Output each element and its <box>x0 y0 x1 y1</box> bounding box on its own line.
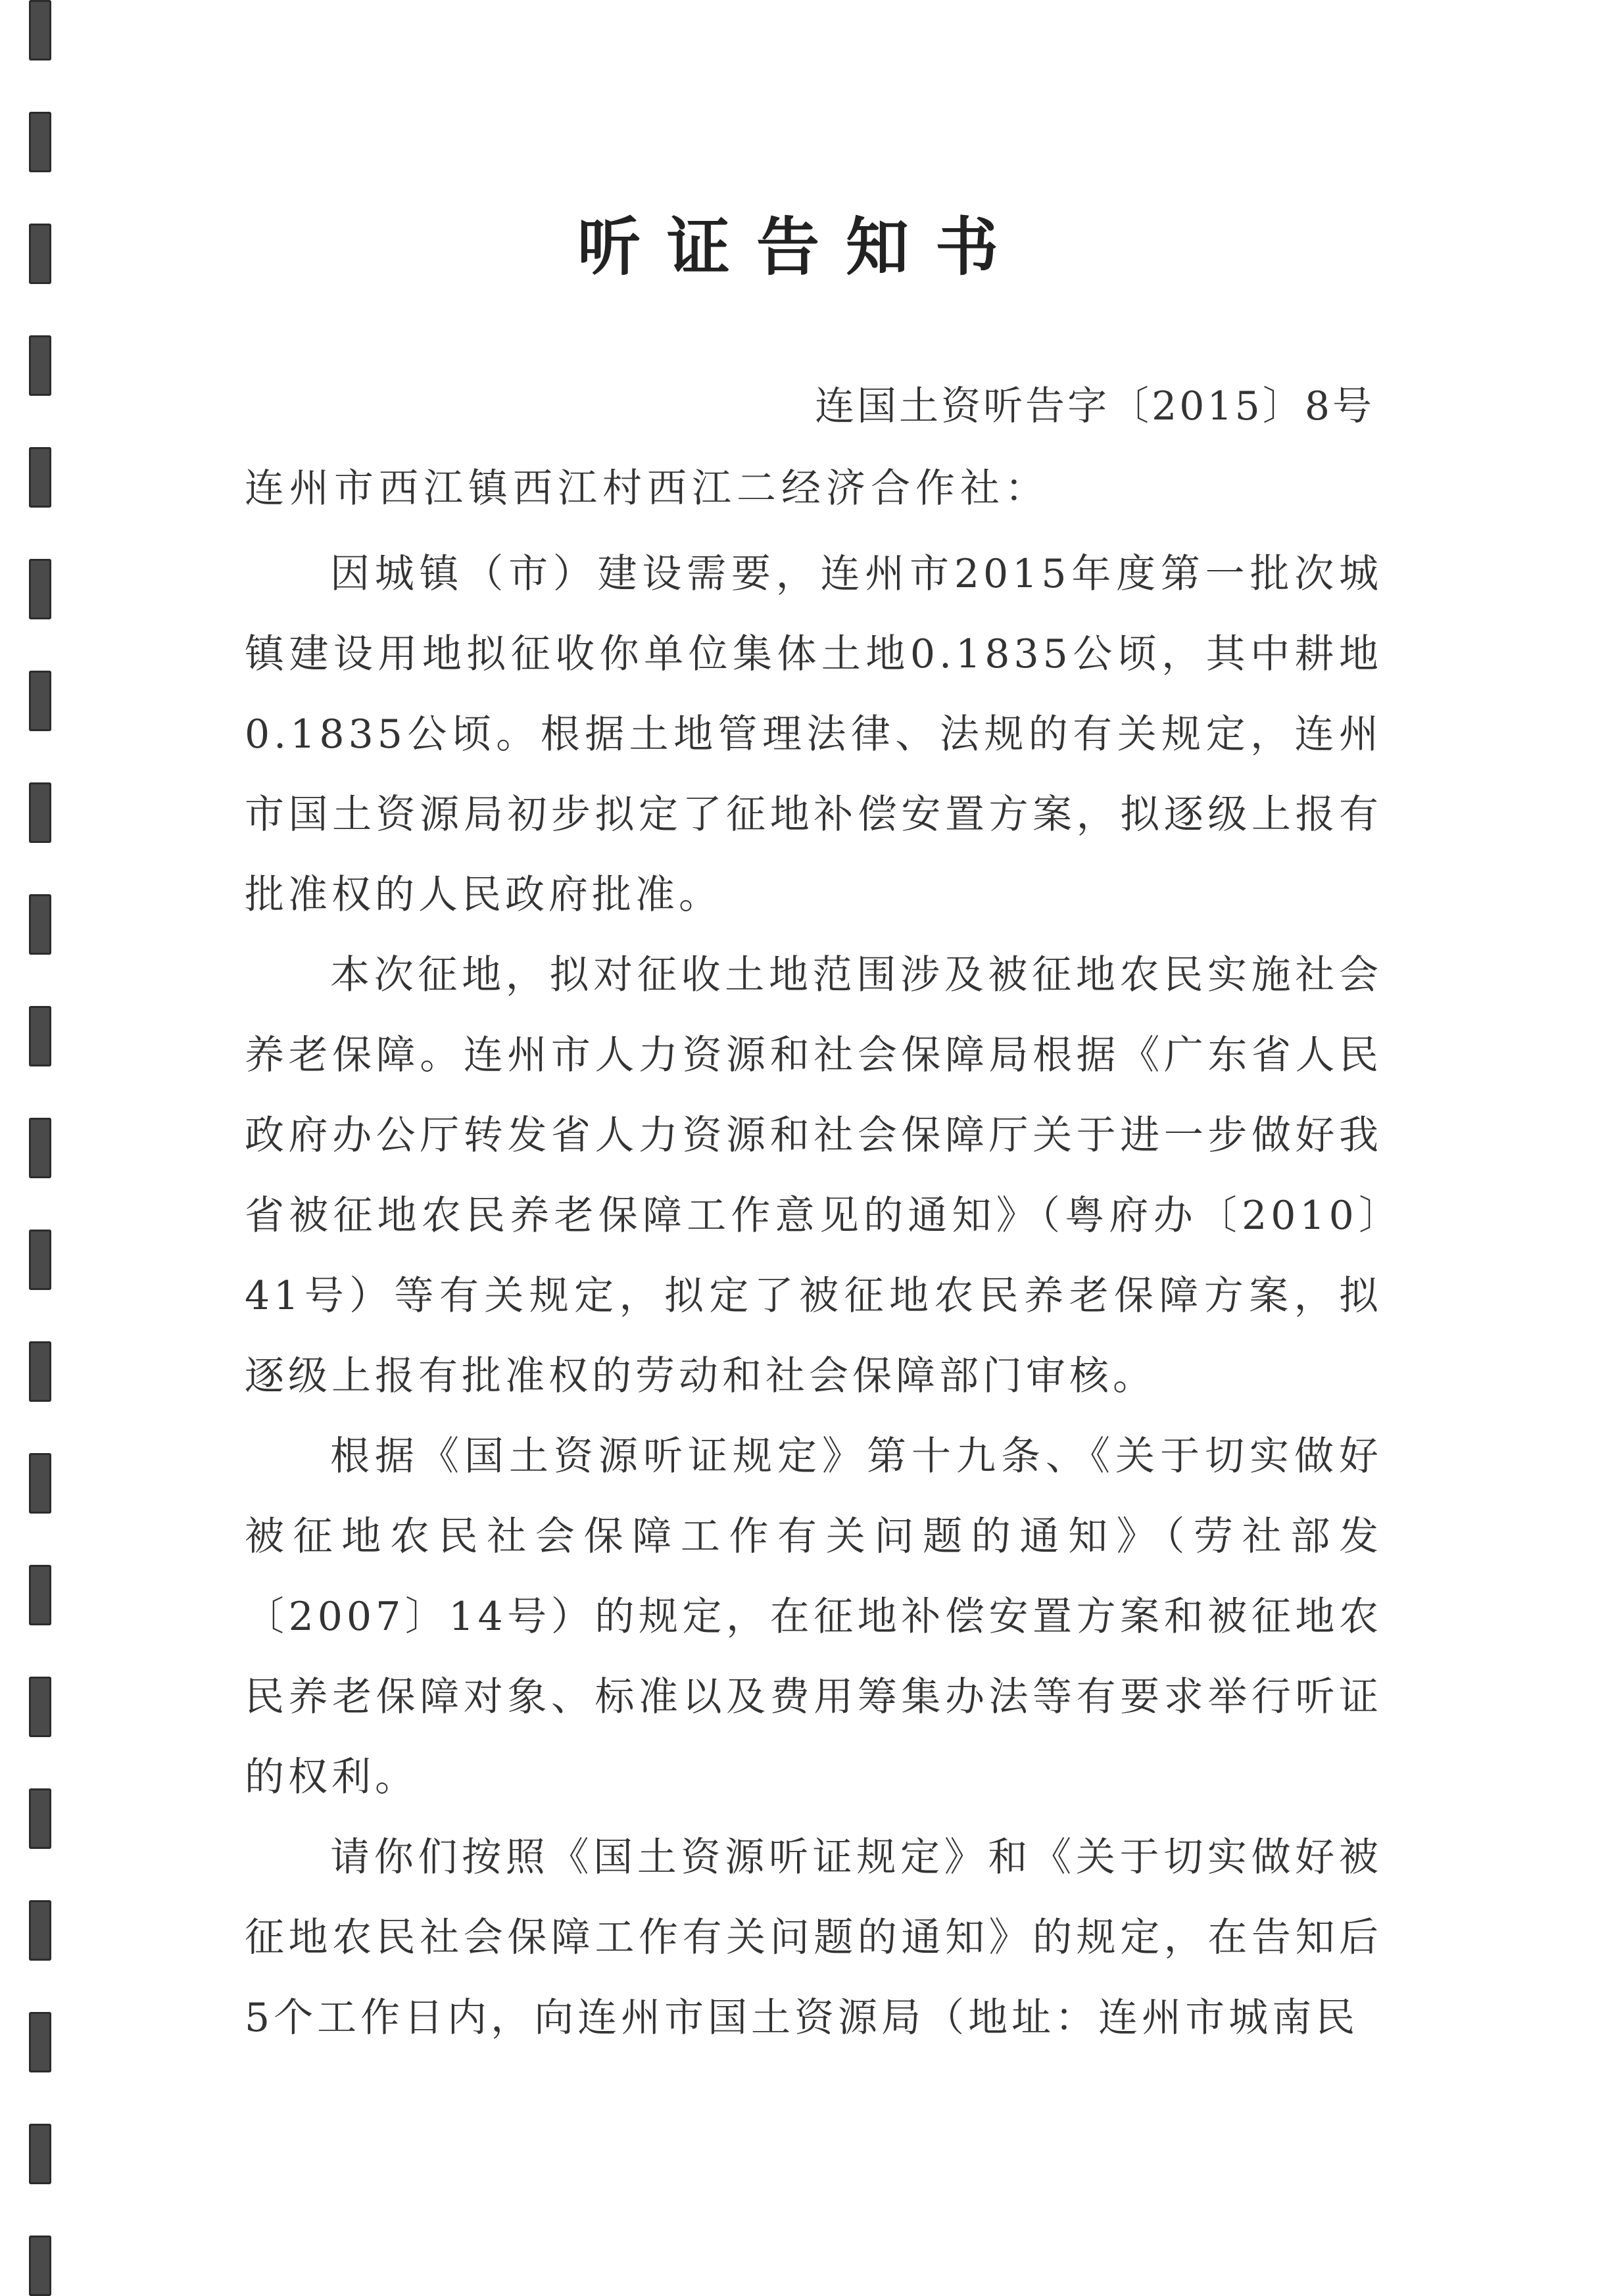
binding-hole <box>29 2012 51 2072</box>
binding-hole <box>29 1341 51 1402</box>
binding-hole <box>29 1230 51 1290</box>
binding-hole <box>29 1006 51 1066</box>
paragraph: 根据《国土资源听证规定》第十九条、《关于切实做好被征地农民社会保障工作有关问题的通知》（劳社部发〔2007〕14号）的规定，在征地补偿安置方案和被征地农民养老保障对象、标准以及费用筹集办法等有要求举行听证的权利。 <box>245 1433 1382 1800</box>
page-title: 听证告知书 <box>577 210 1025 284</box>
binding-hole <box>29 1453 51 1514</box>
binding-hole <box>29 447 51 508</box>
document-body <box>245 534 1382 2058</box>
binding-hole <box>29 782 51 843</box>
binding-hole <box>29 1788 51 1849</box>
binding-hole <box>29 671 51 731</box>
binding-hole <box>29 1900 51 1961</box>
binding-hole <box>29 894 51 955</box>
paragraph: 请你们按照《国土资源听证规定》和《关于切实做好被征地农民社会保障工作有关问题的通知》的规定，在告知后5个工作日内，向连州市国土资源局（地址：连州市城南民 <box>245 1834 1382 2041</box>
paragraph: 本次征地，拟对征收土地范围涉及被征地农民实施社会养老保障。连州市人力资源和社会保障局根据《广东省人民政府办公厅转发省人力资源和社会保障厅关于进一步做好我省被征地农民养老保障工作意见的通知》（粤府办〔2010〕41号）等有关规定，拟定了被征地农民养老保障方案，拟逐级上报有批准权的劳动和社会保障部门审核。 <box>245 952 1382 1399</box>
binding-hole <box>29 0 51 60</box>
binding-hole <box>29 1677 51 1737</box>
binding-hole <box>29 1118 51 1178</box>
binding-hole <box>29 112 51 172</box>
binding-hole <box>29 559 51 619</box>
addressee: 连州市西江镇西江村西江二经济合作社： <box>245 466 1050 512</box>
binding-hole <box>29 2236 51 2296</box>
paragraph: 因城镇（市）建设需要，连州市2015年度第一批次城镇建设用地拟征收你单位集体土地0.1835公顷，其中耕地0.1835公顷。根据土地管理法律、法规的有关规定，连州市国土资源局初步拟定了征地补偿安置方案，拟逐级上报有批准权的人民政府批准。 <box>245 551 1382 918</box>
binding-hole <box>29 2124 51 2184</box>
binding-hole <box>29 1565 51 1625</box>
binding-holes <box>29 0 51 2277</box>
binding-hole <box>29 335 51 396</box>
document-number: 连国土资听告字〔2015〕8号 <box>815 383 1374 429</box>
